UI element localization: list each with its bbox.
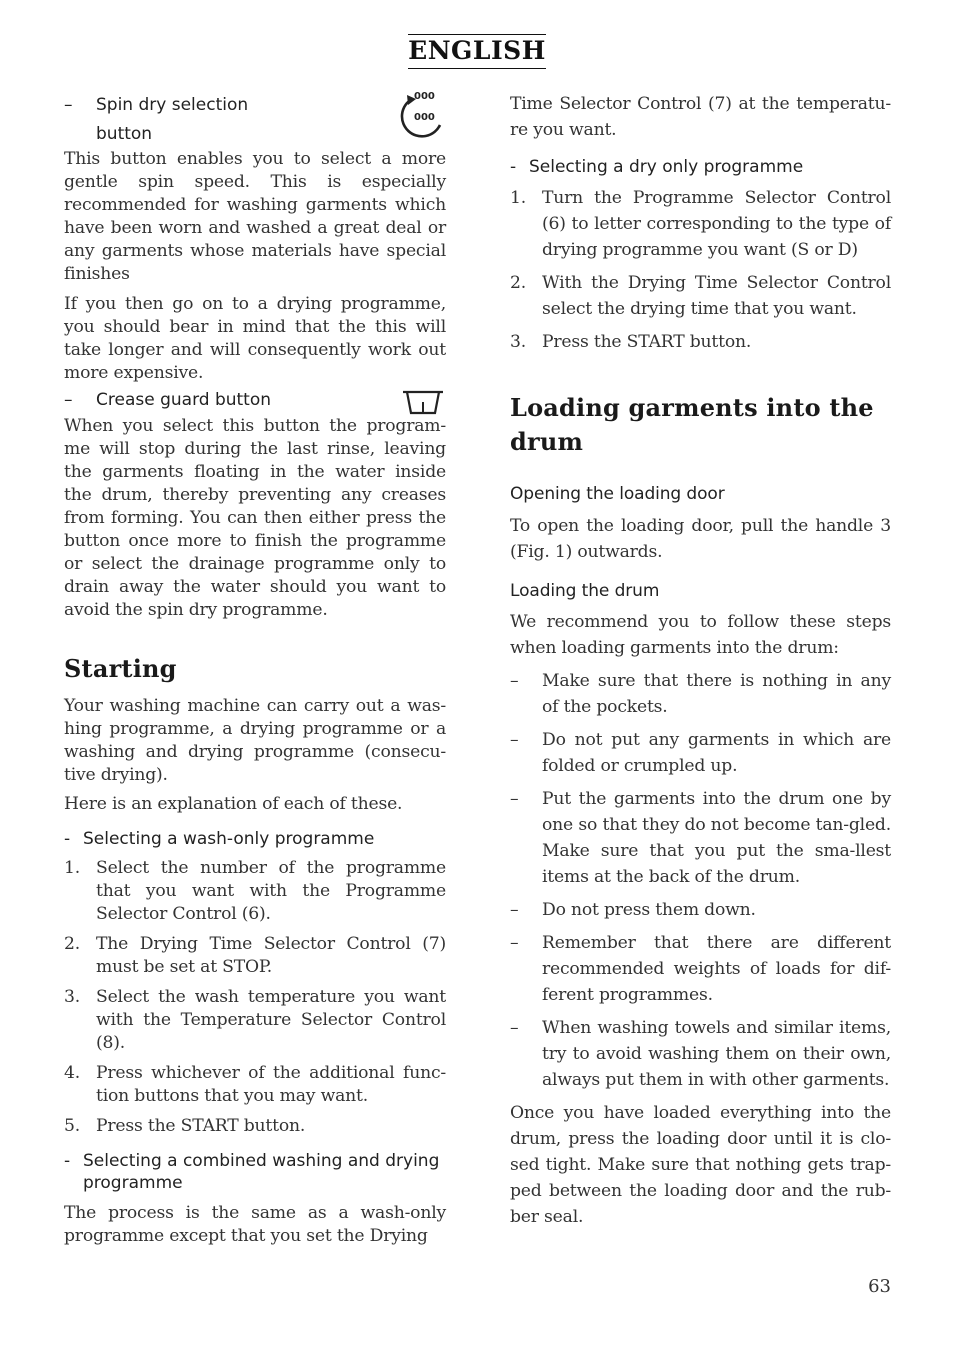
starting-paragraph-1: Your washing machine can carry out a was-hing programme, a drying programme or a washing and drying programme (consecu-tive drying). xyxy=(64,696,446,785)
loading-drum-steps xyxy=(510,668,891,1093)
spin-dry-paragraph-1: This button enables you to select a more gentle spin speed. This is especially recommended for washing garments which have been worn and washed a great deal or any garments whose materials have special finishes xyxy=(64,149,446,284)
spin-icon-label-bottom: 000 xyxy=(414,112,435,123)
list-item: – Put the garments into the drum one by one so that they do not become tan-gled. Make sure that you put the sma-llest items at the back of the drum. xyxy=(510,789,891,887)
loading-drum-paragraph-2: Once you have loaded everything into the drum, press the loading door until it is clo-sed tight. Make sure that nothing gets trap-ped between the loading door and the rub-ber seal. xyxy=(510,1103,891,1227)
list-item: – Do not press them down. xyxy=(510,900,756,920)
starting-paragraph-2: Here is an explanation of each of these. xyxy=(64,794,403,814)
opening-door-heading: Opening the loading door xyxy=(510,484,725,504)
list-item: 1. Select the number of the programme that you want with the Programme Selector Control (6). xyxy=(64,858,446,924)
starting-title: Starting xyxy=(64,654,177,683)
loading-drum-paragraph-1: We recommend you to follow these steps when loading garments into the drum: xyxy=(510,612,891,658)
crease-guard-paragraph: When you select this button the program-me will stop during the last rinse, leaving the garments floating in the water inside the drum, thereby preventing any creases from forming. You can then either press the button once more to finish the programme or select the drainage programme only to drain away the water should you want to avoid the spin dry programme. xyxy=(64,416,446,620)
list-item: – Remember that there are different recommended weights of loads for dif-ferent programmes. xyxy=(510,933,891,1005)
opening-door-paragraph: To open the loading door, pull the handle 3 (Fig. 1) outwards. xyxy=(510,516,891,562)
wash-only-heading: - Selecting a wash-only programme xyxy=(64,829,375,849)
combined-paragraph-continued: Time Selector Control (7) at the temperatu-re you want. xyxy=(510,94,891,140)
loading-drum-heading: Loading the drum xyxy=(510,581,660,601)
wash-only-steps xyxy=(64,857,446,1138)
combined-paragraph: The process is the same as a wash-only programme except that you set the Drying xyxy=(64,1203,446,1246)
loading-title: Loading garments into the drum xyxy=(510,393,874,456)
list-item: 2. The Drying Time Selector Control (7) must be set at STOP. xyxy=(64,934,446,977)
list-item: 1. Turn the Programme Selector Control (6) to letter corresponding to the type of drying programme you want (S or D) xyxy=(510,188,891,260)
page-header xyxy=(0,34,954,69)
list-item: 3. Select the wash temperature you want with the Temperature Selector Control (8). xyxy=(64,987,446,1053)
left-column xyxy=(64,91,446,1248)
header-title: ENGLISH xyxy=(408,34,546,69)
right-column xyxy=(510,91,891,1230)
list-item: – When washing towels and similar items, try to avoid washing them on their own, always put them in with other garments. xyxy=(510,1018,891,1090)
dry-only-steps xyxy=(510,185,891,355)
spin-dry-heading: – Spin dry selection button xyxy=(64,95,249,144)
crease-guard-heading: – Crease guard button xyxy=(64,390,272,410)
spin-dry-icon xyxy=(398,91,446,141)
spin-dry-heading-block xyxy=(64,91,446,148)
spin-icon-label-top: 000 xyxy=(414,91,435,102)
list-item: 5. Press the START button. xyxy=(64,1116,306,1136)
combined-heading: - Selecting a combined washing and drying programme xyxy=(64,1151,440,1193)
crease-guard-heading-block xyxy=(64,386,446,415)
list-item: 2. With the Drying Time Selector Control select the drying time that you want. xyxy=(510,273,891,319)
list-item: 3. Press the START button. xyxy=(510,332,752,352)
list-item: 4. Press whichever of the additional func-tion buttons that you may want. xyxy=(64,1063,446,1106)
list-item: – Do not put any garments in which are folded or crumpled up. xyxy=(510,730,891,776)
page-number: 63 xyxy=(868,1276,891,1297)
crease-guard-icon xyxy=(402,390,444,416)
list-item: – Make sure that there is nothing in any of the pockets. xyxy=(510,671,891,717)
spin-dry-paragraph-2: If you then go on to a drying programme, you should bear in mind that the this will take longer and will consequently work out more expensive. xyxy=(64,294,446,383)
dry-only-heading: - Selecting a dry only programme xyxy=(510,157,804,177)
